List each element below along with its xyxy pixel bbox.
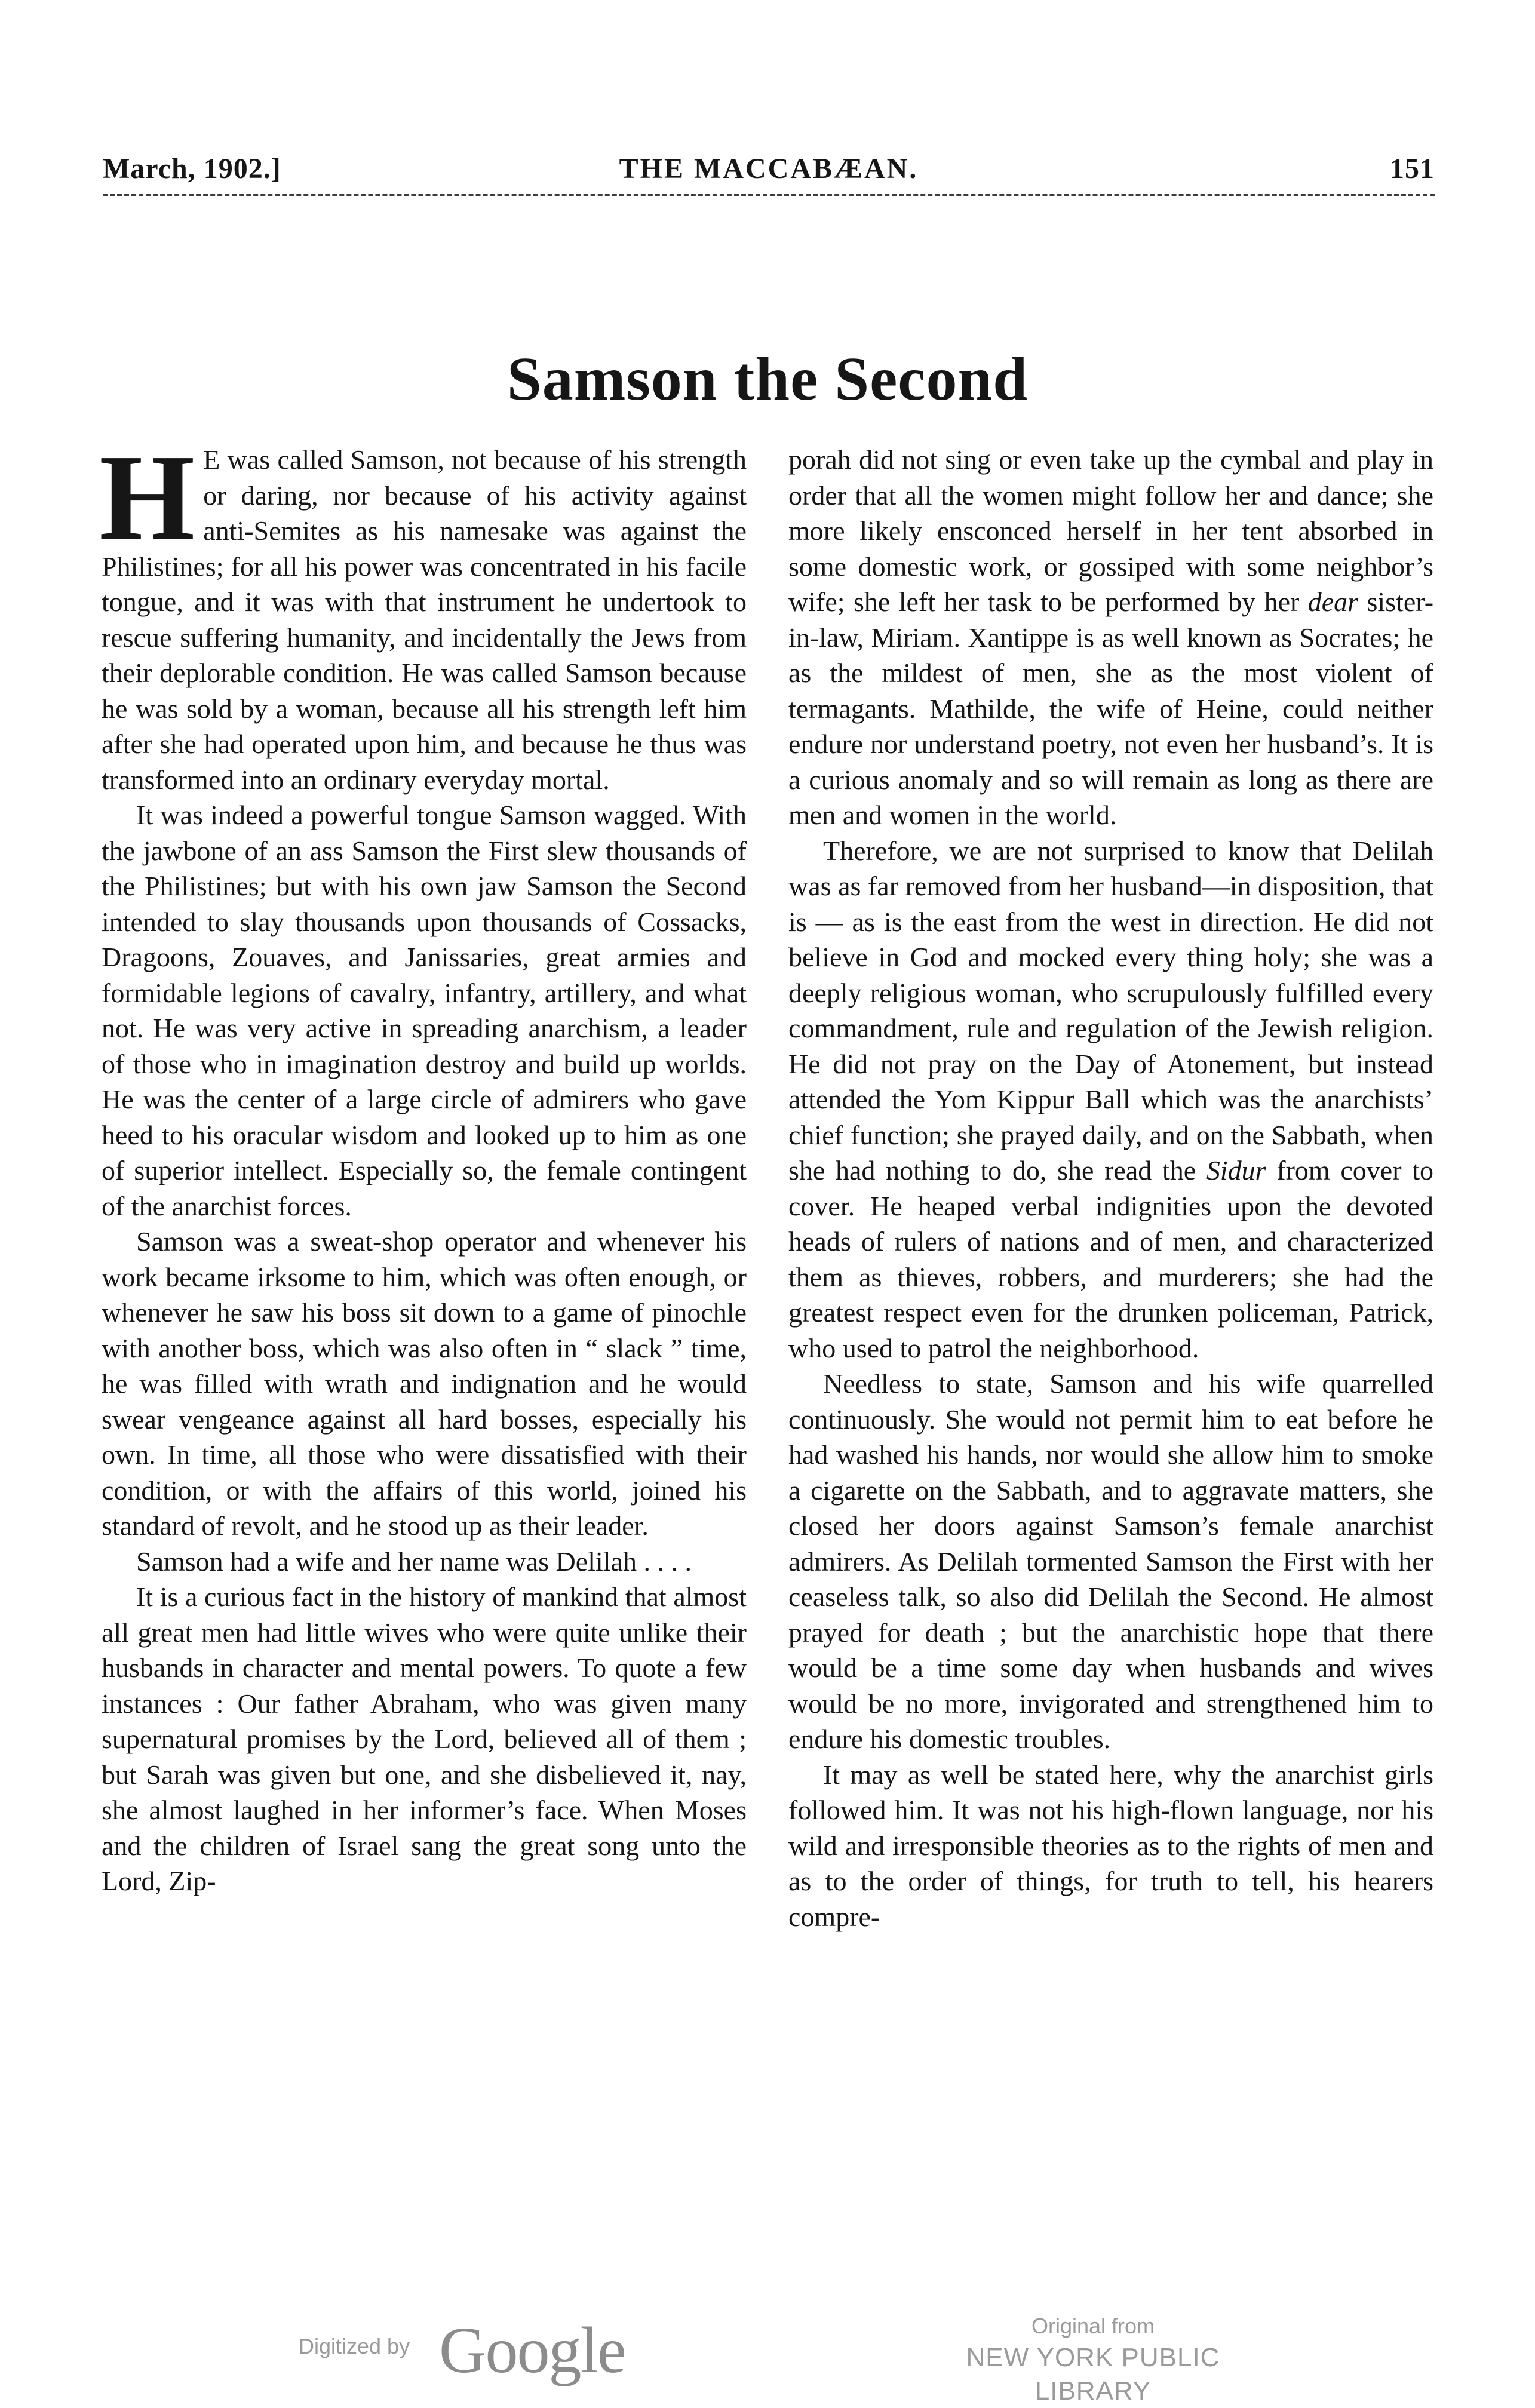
paragraph-text: sister-in-law, Miriam. Xantippe is as well known as Socrates; he as the mildest of men, she as the most violent of termagants. Mathilde, the wife of Heine, could neither endure nor understand poetry, not even her husband’s. It is a curious anomaly and so will remain as long as there are men and women in the world. xyxy=(788,586,1434,830)
paragraph-text: from cover to cover. He heaped verbal indignities upon the devoted heads of rulers of nations and of men, and characterized them as thieves, robbers, and murderers; she had the greatest respect even for the drunken policeman, Patrick, who used to patrol the neighborhood. xyxy=(788,1155,1434,1363)
issue-date: March, 1902.] xyxy=(103,153,281,185)
paragraph: Needless to state, Samson and his wife quarrelled continuously. She would not permit him to eat before he had washed his hands, nor would she allow him to smoke a cigarette on the Sabbath, and to aggravate matters, she closed her doors against Samson’s female anarchist admirers. As Delilah tormented Samson the First with her ceaseless talk, so also did Delilah the Second. He almost prayed for death ; but the anarchistic hope that there would be a time some day when husbands and wives would be no more, invigorated and strengthened him to endure his domestic troubles. xyxy=(788,1368,1433,1754)
italic-word: dear xyxy=(1307,586,1359,617)
header-rule xyxy=(103,194,1435,196)
digitization-footer xyxy=(0,2314,1535,2406)
paragraph-text: Therefore, we are not surprised to know that Delilah was as far removed from her husband—in disposition, that is — as is the east from the west in direction. He did not believe in God and mocked every thing holy; she was a deeply religious woman, who scrupulously fulfilled every commandment, rule and regulation of the Jewish religion. He did not pray on the Day of Atonement, but instead attended the Yom Kippur Ball which was the anarchists’ chief function; she prayed daily, and on the Sabbath, when she had nothing to do, she read the xyxy=(788,835,1433,1185)
digitized-by-label: Digitized by xyxy=(299,2334,410,2358)
journal-name: THE MACCABÆAN. xyxy=(619,153,919,185)
paragraph xyxy=(99,429,747,797)
page-number: 151 xyxy=(1390,153,1435,185)
article-title: Samson the Second xyxy=(506,345,1029,413)
paragraph: Samson was a sweat-shop operator and whenever his work became irksome to him, which was often enough, or whenever he saw his boss sit down to a game of pinochle with another boss, which was also often in “ slack ” time, he was filled with wrath and indignation and he would swear vengeance against all hard bosses, especially his own. In time, all those who were dissatisfied with their condition, or with the affairs of this world, joined his standard of revolt, and he stood up as their leader. xyxy=(102,1226,747,1541)
paragraph: It is a curious fact in the history of mankind that almost all great men had little wives who were quite unlike their husbands in character and mental powers. To quote a few instances : Our father Abraham, who was given many supernatural promises by the Lord, believed all of them ; but Sarah was given but one, and she disbelieved it, nay, she almost laughed in her informer’s face. When Moses and the children of Israel sang the great song unto the Lord, Zip- xyxy=(102,1581,747,1896)
left-column xyxy=(99,429,747,1899)
paragraph: Samson had a wife and her name was Delilah . . . . xyxy=(136,1546,692,1577)
paragraph: It may as well be stated here, why the anarchist girls followed him. It was not his high-flown language, nor his wild and irresponsible theories as to the rights of men and as to the order of things, for truth to tell, his hearers compre- xyxy=(788,1759,1433,1932)
right-column xyxy=(788,442,1433,1934)
running-header xyxy=(103,152,1435,194)
paragraph xyxy=(788,442,1433,833)
paragraph: It was indeed a powerful tongue Samson wagged. With the jawbone of an ass Samson the First slew thousands of the Philistines; but with his own jaw Samson the Second intended to slay thousands upon thousands of Cossacks, Dragoons, Zouaves, and Janissaries, great armies and formidable legions of cavalry, infantry, artillery, and what not. He was very active in spreading anarchism, a leader of those who in imagination destroy and build up worlds. He was the center of a large circle of admirers who gave heed to his oracular wisdom and looked up to him as one of superior intellect. Especially so, the female contingent of the anarchist forces. xyxy=(102,800,747,1221)
italic-word: Sidur xyxy=(1206,1155,1266,1185)
library-name: NEW YORK PUBLIC LIBRARY xyxy=(966,2343,1220,2406)
original-from-label: Original from xyxy=(1031,2314,1155,2338)
google-logo: Google xyxy=(439,2314,625,2386)
source-attribution xyxy=(908,2311,1278,2408)
paragraph xyxy=(788,833,1433,1366)
paragraph-text: porah did not sing or even take up the cymbal and play in order that all the women might follow her and dance; she more likely ensconced herself in her tent absorbed in some domestic work, or gossiped with some neighbor’s wife; she left her task to be performed by her xyxy=(788,444,1433,617)
drop-cap: H xyxy=(99,429,195,566)
paragraph-text: E was called Samson, not because of his strength or daring, nor because of his activity against anti-Semites as his namesake was against the Philistines; for all his power was concentrated in his facile tongue, and it was with that instrument he undertook to rescue suffering humanity, and incidentally the Jews from their deplorable condition. He was called Samson because he was sold by a woman, because all his strength left him after she had operated upon him, and because he thus was transformed into an ordinary everyday mortal. xyxy=(102,444,747,795)
